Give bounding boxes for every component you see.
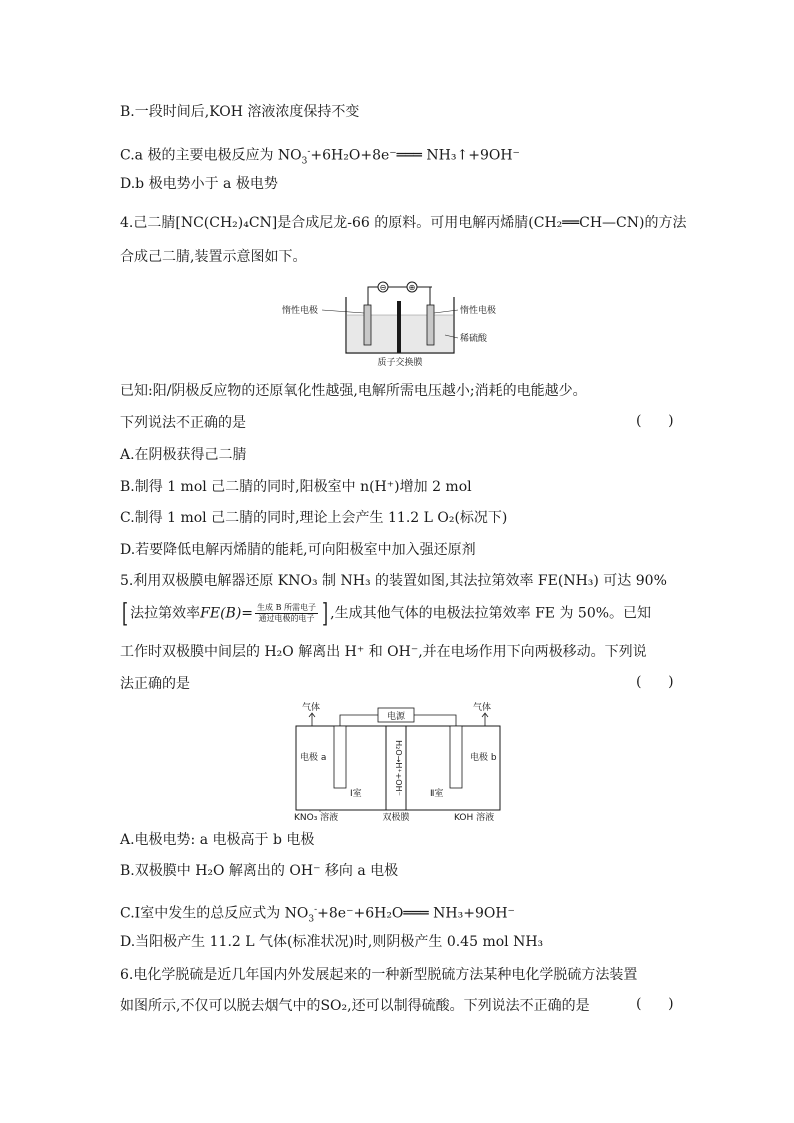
q3-option-c-prefix: C.a 极的主要电极反应为 NO (120, 147, 302, 164)
q4-option-b: B.制得 1 mol 己二腈的同时,阳极室中 n(H⁺)增加 2 mol (120, 479, 472, 495)
nitrate-superscript-2: - (314, 905, 318, 915)
fraction-numerator: 生成 B 所需电子 (257, 603, 317, 612)
q4-known-condition: 已知:阳/阴极反应物的还原氧化性越强,电解所需电压越小;消耗的电能越少。 (120, 383, 587, 399)
q5-option-c-suffix: +8e⁻+6H₂O═══ NH₃+9OH⁻ (317, 905, 515, 922)
q3-option-b: B.一段时间后,KOH 溶液浓度保持不变 (120, 104, 360, 120)
q5-option-c-prefix: C.Ⅰ室中发生的总反应式为 NO (120, 905, 309, 922)
q4-stem-line1: 4.己二腈[NC(CH₂)₄CN]是合成尼龙-66 的原料。可用电解丙烯腈(CH₂══CH—CN)的方法 (120, 215, 687, 231)
gas-left-label: 气体 (302, 703, 321, 713)
q5-answer-paren: ( ) (636, 674, 674, 690)
nitrate-superscript: - (307, 147, 311, 157)
electrolyte-label: 稀硫酸 (460, 334, 488, 344)
q6-stem-line1: 6.电化学脱硫是近几年国内外发展起来的一种新型脱硫方法某种电化学脱硫方法装置 (120, 967, 638, 983)
left-electrode-label: 惰性电极 (282, 306, 319, 316)
right-electrode-label: 惰性电极 (460, 306, 497, 316)
electrode-a-label: 电极 a (300, 753, 327, 763)
membrane-label: 质子交换膜 (377, 358, 423, 368)
q5-stem-line4: 法正确的是 (120, 676, 190, 692)
faraday-fe: FE(B)= (200, 605, 254, 622)
q3-option-c (120, 142, 520, 171)
q5-stem-line2: [ 法拉第效率FE(B)= $\frac{\text{生成 B 所需电子}}{\text{通过电极的电子}}$ ] ,生成其他气体的电极法拉第效率 FE 为 50%。已知 (122, 598, 652, 629)
q4-stem-line2: 合成己二腈,装置示意图如下。 (120, 249, 307, 265)
membrane-reaction: H₂O→H⁺+OH⁻ (394, 740, 403, 796)
q4-option-c: C.制得 1 mol 己二腈的同时,理论上会产生 11.2 L O₂(标况下) (120, 510, 508, 526)
gas-right-label: 气体 (473, 703, 492, 713)
nitrate-subscript: 3 (301, 156, 308, 167)
kno3-label: KNO₃ 溶液 (294, 813, 339, 823)
q5-option-b: B.双极膜中 H₂O 解离出的 OH⁻ 移向 a 电极 (120, 863, 399, 879)
q5-stem-line3: 工作时双极膜中间层的 H₂O 解离出 H⁺ 和 OH⁻,并在电场作用下向两极移动。下列说 (120, 644, 647, 660)
q6-stem-line2: 如图所示,不仅可以脱去烟气中的SO₂,还可以制得硫酸。下列说法不正确的是 (120, 998, 590, 1014)
q6-answer-paren: ( ) (636, 996, 674, 1012)
nitrate-subscript-2: 3 (308, 914, 315, 925)
q5-option-a: A.电极电势: a 电极高于 b 电极 (120, 832, 315, 848)
electrode-b-label: 电极 b (470, 753, 497, 763)
room-2-label: Ⅱ室 (430, 789, 444, 799)
fraction-denominator: 通过电极的电子 (258, 614, 315, 623)
minus-terminal: ⊖ (379, 283, 387, 292)
plus-terminal: ⊕ (408, 283, 416, 292)
q5-bipolar-membrane-figure (290, 698, 510, 823)
q3-option-c-suffix: +6H₂O+8e⁻═══ NH₃↑+9OH⁻ (310, 147, 520, 164)
q5-option-d: D.当阳极产生 11.2 L 气体(标准状况)时,则阴极产生 0.45 mol NH₃ (120, 934, 544, 950)
q4-question: 下列说法不正确的是 (120, 415, 246, 431)
faraday-fraction (255, 603, 318, 624)
room-1-label: Ⅰ室 (350, 789, 362, 799)
faraday-label: 法拉第效率 (130, 605, 201, 622)
q5-option-c (120, 900, 515, 929)
q3-option-d: D.b 极电势小于 a 极电势 (120, 176, 278, 192)
q4-option-a: A.在阴极获得己二腈 (120, 447, 247, 463)
q5-stem-line2-rest: ,生成其他气体的电极法拉第效率 FE 为 50%。已知 (330, 605, 652, 622)
koh-label: KOH 溶液 (454, 813, 495, 823)
bipolar-label: 双极膜 (382, 813, 410, 823)
q4-electrolysis-figure (280, 275, 520, 370)
q4-option-d: D.若要降低电解丙烯腈的能耗,可向阳极室中加入强还原剂 (120, 542, 476, 558)
q5-stem-line1: 5.利用双极膜电解器还原 KNO₃ 制 NH₃ 的装置如图,其法拉第效率 FE(NH₃) 可达 90% (120, 573, 667, 589)
power-label: 电源 (386, 712, 406, 722)
q4-answer-paren: ( ) (636, 413, 674, 429)
